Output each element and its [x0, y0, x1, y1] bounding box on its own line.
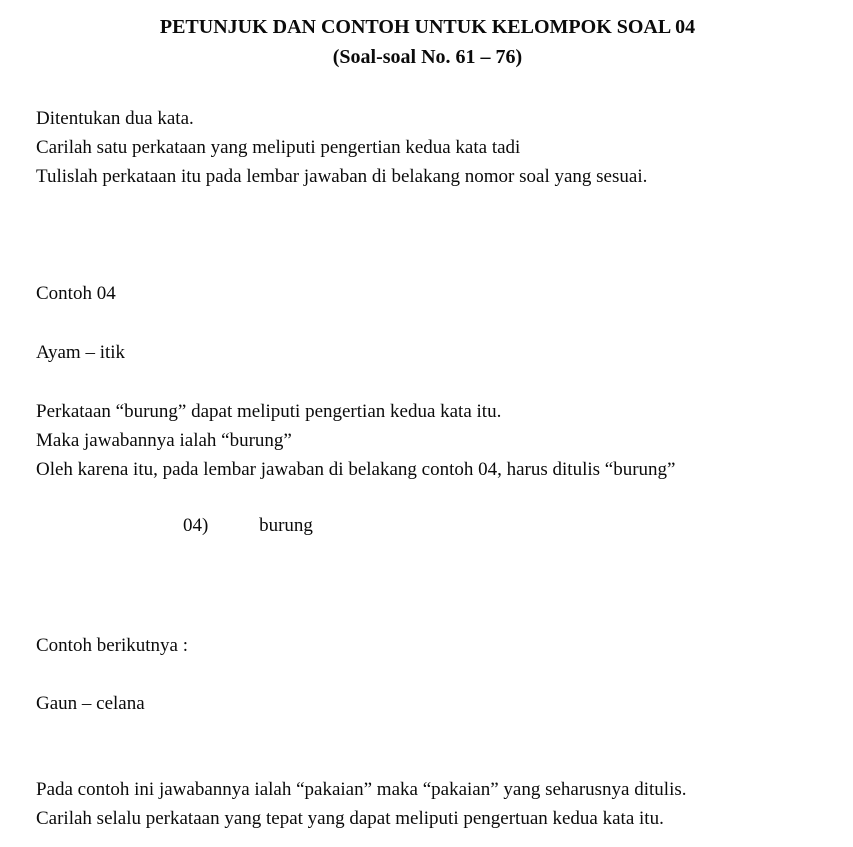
answer-word: burung [259, 515, 313, 536]
explanation-line: Maka jawabannya ialah “burung” [36, 430, 292, 451]
example-next-explanation [36, 775, 819, 833]
document-header [36, 12, 819, 72]
example-04-heading: Contoh 04 [36, 283, 116, 304]
instructions-block [36, 104, 819, 191]
example-next-section [36, 631, 819, 833]
explanation-line: Oleh karena itu, pada lembar jawaban di belakang contoh 04, harus ditulis “burung” [36, 459, 676, 480]
example-04-word-pair: Ayam – itik [36, 342, 126, 363]
example-04-answer-line [36, 511, 819, 540]
example-04-section [36, 279, 819, 540]
explanation-line: Carilah selalu perkataan yang tepat yang dapat meliputi pengertuan kedua kata itu. [36, 808, 664, 829]
page-subtitle: (Soal-soal No. 61 – 76) [332, 46, 523, 68]
instruction-line: Tulislah perkataan itu pada lembar jawaban di belakang nomor soal yang sesuai. [36, 166, 648, 187]
explanation-line: Perkataan “burung” dapat meliputi pengertian kedua kata itu. [36, 401, 502, 422]
explanation-line: Pada contoh ini jawabannya ialah “pakaian” maka “pakaian” yang seharusnya ditulis. [36, 779, 687, 800]
page-title: PETUNJUK DAN CONTOH UNTUK KELOMPOK SOAL 04 [159, 16, 696, 38]
instruction-line: Carilah satu perkataan yang meliputi pengertian kedua kata tadi [36, 137, 521, 158]
answer-number: 04) [183, 515, 209, 536]
example-next-word-pair: Gaun – celana [36, 693, 145, 714]
example-04-explanation [36, 397, 819, 484]
example-next-heading: Contoh berikutnya : [36, 635, 188, 656]
instruction-line: Ditentukan dua kata. [36, 108, 194, 129]
